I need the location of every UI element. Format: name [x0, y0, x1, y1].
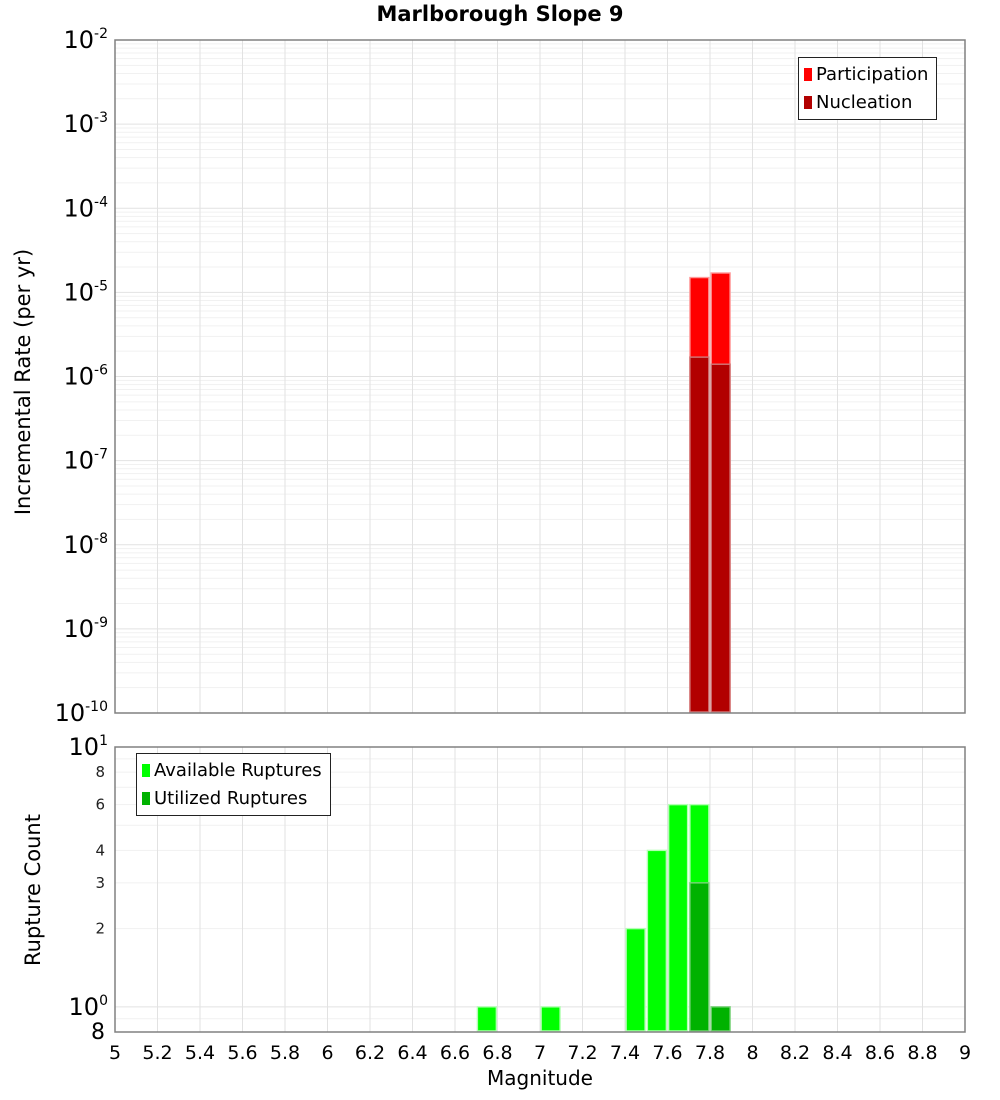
- svg-text:100: $10^0$: [68, 992, 108, 1021]
- svg-text:10-8: $10^{-8}$: [63, 530, 108, 559]
- svg-text:10-9: $10^{-9}$: [63, 614, 108, 643]
- svg-text:7: 7: [533, 1042, 547, 1064]
- svg-text:5.8: 5.8: [269, 1042, 301, 1064]
- legend-item-utilized-ruptures: [142, 784, 322, 812]
- svg-text:7.4: 7.4: [609, 1042, 641, 1064]
- svg-text:8: 8: [95, 763, 105, 782]
- svg-text:6.2: 6.2: [354, 1042, 386, 1064]
- svg-text:10-2: $10^{-2}$: [63, 26, 108, 54]
- utilized-ruptures-swatch-icon: [142, 792, 150, 805]
- svg-text:5.6: 5.6: [227, 1042, 258, 1064]
- legend-item-nucleation: [804, 88, 928, 116]
- svg-text:101: $10^1$: [68, 733, 108, 761]
- svg-text:6.4: 6.4: [397, 1042, 428, 1064]
- svg-text:8.2: 8.2: [779, 1042, 811, 1064]
- chart-title: Marlborough Slope 9: [376, 2, 624, 26]
- svg-text:4: 4: [95, 841, 105, 860]
- participation-swatch-icon: [804, 68, 812, 81]
- svg-text:6: 6: [95, 795, 105, 814]
- svg-text:5.4: 5.4: [184, 1042, 216, 1064]
- legend-item-participation: [804, 60, 928, 88]
- legend-label-nucleation: Nucleation: [816, 91, 913, 113]
- svg-text:5: 5: [108, 1042, 122, 1064]
- svg-text:7.6: 7.6: [652, 1042, 683, 1064]
- svg-text:8: 8: [91, 1020, 105, 1045]
- svg-text:5.2: 5.2: [142, 1042, 173, 1064]
- legend-label-available-ruptures: Available Ruptures: [154, 759, 322, 781]
- svg-text:3: 3: [95, 873, 105, 892]
- svg-text:10-10: $10^{-10}$: [54, 699, 108, 727]
- svg-text:10-6: $10^{-6}$: [63, 362, 108, 391]
- svg-text:10-7: $10^{-7}$: [63, 446, 108, 475]
- svg-text:7.2: 7.2: [567, 1042, 598, 1064]
- legend-rate-chart: [798, 57, 937, 120]
- svg-text:8.4: 8.4: [822, 1042, 853, 1064]
- svg-text:6: 6: [321, 1042, 334, 1064]
- svg-text:10-5: $10^{-5}$: [63, 278, 108, 307]
- svg-text:7.8: 7.8: [694, 1042, 726, 1064]
- svg-text:8.6: 8.6: [864, 1042, 896, 1064]
- available-ruptures-swatch-icon: [142, 764, 150, 777]
- nucleation-swatch-icon: [804, 96, 812, 109]
- legend-item-available-ruptures: [142, 756, 322, 784]
- svg-text:2: 2: [95, 919, 105, 938]
- svg-text:8.8: 8.8: [907, 1042, 938, 1064]
- legend-count-chart: [136, 753, 331, 816]
- svg-text:6.6: 6.6: [439, 1042, 471, 1064]
- svg-text:9: 9: [958, 1042, 972, 1064]
- x-axis-label: Magnitude: [487, 1066, 593, 1090]
- bottom-y-axis-label: Rupture Count: [21, 814, 45, 966]
- svg-text:6.8: 6.8: [482, 1042, 513, 1064]
- svg-text:10-4: $10^{-4}$: [63, 194, 108, 223]
- svg-text:10-3: $10^{-3}$: [63, 110, 108, 139]
- top-y-axis-label: Incremental Rate (per yr): [11, 248, 35, 516]
- legend-label-utilized-ruptures: Utilized Ruptures: [154, 787, 308, 809]
- svg-text:8: 8: [746, 1042, 759, 1064]
- legend-label-participation: Participation: [816, 63, 929, 85]
